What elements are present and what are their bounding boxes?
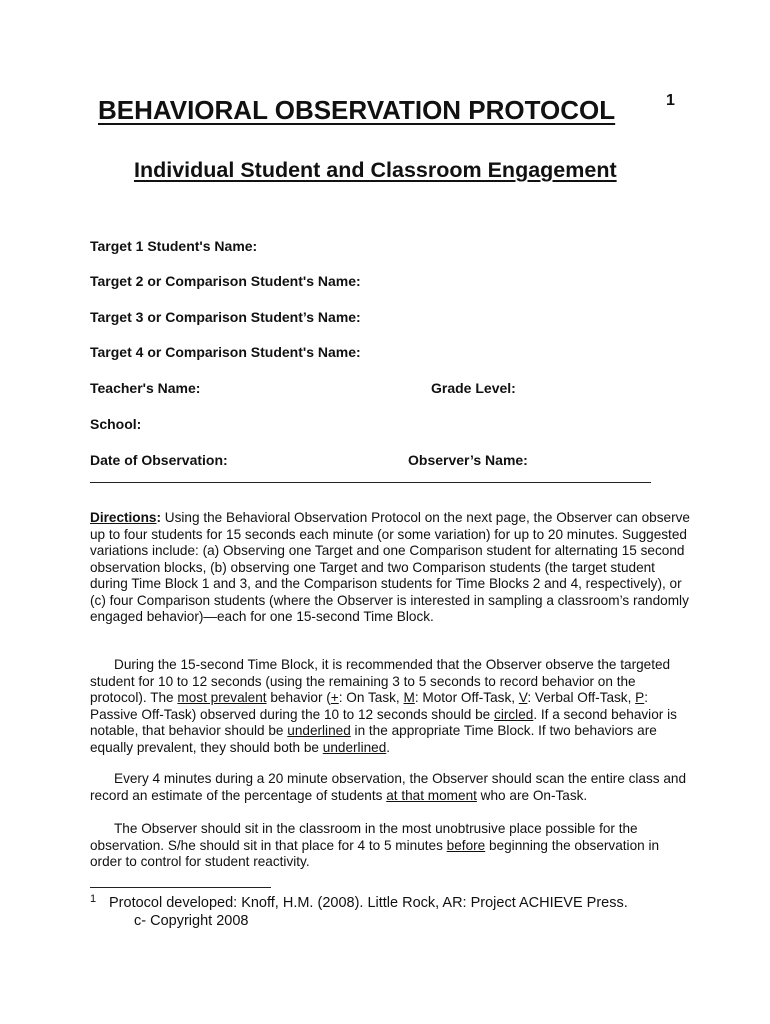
footnote-mark: 1 [90, 893, 97, 905]
footnote-separator [90, 887, 271, 888]
directions-paragraph: Directions: Using the Behavioral Observation Protocol on the next page, the Observer can observe up to four students for 15 seconds each minute (or some variation) for up to 20 minutes. Suggested variations include: (a) Observing one Target and one Comparison student for alternating 15 second observation blocks, (b) observing one Target and two Comparison students (the target student during Time Block 1 and 3, and the Comparison students for Time Blocks 2 and 4, respectively), or (c) four Comparison students (where the Observer is interested in sampling a classroom’s randomly engaged behavior)—each for one 15-second Time Block. [90, 510, 690, 624]
directions-label: Directions [90, 510, 157, 525]
school-label: School: [90, 416, 142, 432]
observer-label: Observer’s Name: [408, 452, 528, 468]
teacher-label: Teacher's Name: [90, 380, 201, 396]
footnote-reference: 1 [666, 92, 675, 109]
target3-label: Target 3 or Comparison Student’s Name: [90, 309, 361, 325]
target2-label: Target 2 or Comparison Student's Name: [90, 273, 361, 289]
grade-label: Grade Level: [431, 380, 516, 396]
separator-line [90, 482, 651, 483]
directions-text: Using the Behavioral Observation Protocol on the next page, the Observer can observe up to four students for 15 seconds each minute (or some variation) for up to 20 minutes. Suggested variations include: (a) Observing one Target and one Comparison student for alternating 15 second observation blocks, (b) observing one Target and two Comparison students (the target student during Time Block 1 and 3, and the Comparison students for Time Blocks 2 and 4, respectively), or (c) four Comparison students (where the Observer is interested in sampling a classroom’s randomly engaged behavior)—each for one 15-second Time Block. [90, 510, 690, 624]
time-block-paragraph: During the 15-second Time Block, it is recommended that the Observer observe the targeted student for 10 to 12 seconds (using the remaining 3 to 5 seconds to record behavior on the protocol). The most prevalent behavior (+: On Task, M: Motor Off-Task, V: Verbal Off-Task, P: Passive Off-Task) observed during the 10 to 12 seconds should be circled. If a second behavior is notable, that behavior should be underlined in the appropriate Time Block. If two behaviors are equally prevalent, they should both be underlined. [90, 657, 677, 755]
page-subtitle: Individual Student and Classroom Engagement [134, 158, 617, 182]
target4-label: Target 4 or Comparison Student's Name: [90, 344, 361, 360]
target1-label: Target 1 Student's Name: [90, 238, 258, 254]
page-title: BEHAVIORAL OBSERVATION PROTOCOL [98, 95, 616, 125]
placement-paragraph: The Observer should sit in the classroom in the most unobtrusive place possible for the observation. S/he should sit in that place for 4 to 5 minutes before beginning the observation in order to control for student reactivity. [90, 821, 660, 869]
copyright-text: c- Copyright 2008 [134, 913, 249, 929]
date-label: Date of Observation: [90, 452, 228, 468]
scan-paragraph: Every 4 minutes during a 20 minute observation, the Observer should scan the entire class and record an estimate of the percentage of students at that moment who are On-Task. [90, 771, 687, 803]
footnote-text: Protocol developed: Knoff, H.M. (2008). Little Rock, AR: Project ACHIEVE Press. [109, 895, 628, 911]
